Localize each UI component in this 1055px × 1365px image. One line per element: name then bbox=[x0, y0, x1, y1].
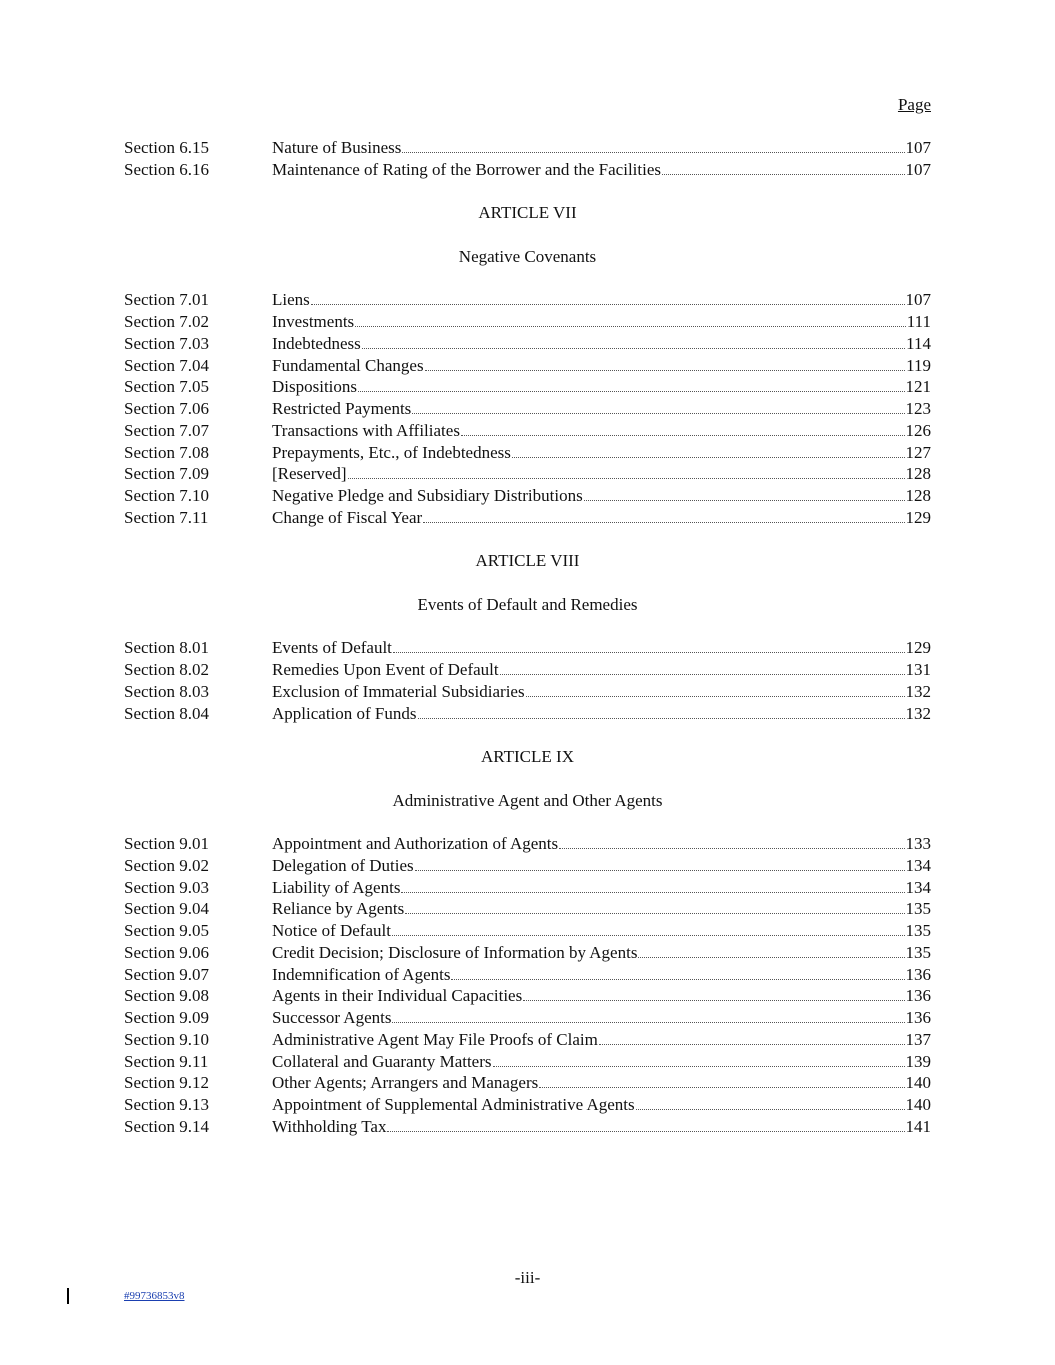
section-number: Section 8.03 bbox=[124, 681, 209, 701]
section-number: Section 9.13 bbox=[124, 1095, 209, 1114]
section-title: Negative Pledge and Subsidiary Distributions bbox=[272, 486, 583, 505]
section-title: Restricted Payments bbox=[272, 399, 412, 418]
section-title: Fundamental Changes bbox=[272, 355, 424, 375]
section-number: Section 7.07 bbox=[124, 420, 209, 440]
section-title: Maintenance of Rating of the Borrower and the Facilities bbox=[272, 159, 661, 179]
toc-entry[interactable] bbox=[124, 442, 931, 464]
page-number: 134 bbox=[905, 855, 931, 875]
section-title: Appointment and Authorization of Agents bbox=[272, 834, 559, 853]
section-title: Successor Agents bbox=[272, 1008, 392, 1027]
dot-leader bbox=[425, 357, 906, 371]
toc-entry[interactable] bbox=[124, 681, 931, 703]
table-of-contents bbox=[124, 137, 931, 1138]
toc-entry[interactable] bbox=[124, 463, 931, 485]
section-title: Appointment of Supplemental Administrative Agents bbox=[272, 1095, 635, 1114]
section-title: [Reserved] bbox=[272, 464, 347, 484]
section-number: Section 7.05 bbox=[124, 377, 209, 397]
dot-leader bbox=[451, 966, 904, 980]
toc-entry[interactable] bbox=[124, 507, 931, 529]
section-number: Section 7.02 bbox=[124, 312, 209, 331]
section-number: Section 9.03 bbox=[124, 877, 209, 897]
section-title: Investments bbox=[272, 312, 355, 331]
section-number: Section 9.05 bbox=[124, 921, 209, 940]
article-subtitle: Administrative Agent and Other Agents bbox=[392, 790, 663, 810]
dot-leader bbox=[355, 313, 906, 327]
toc-entry[interactable] bbox=[124, 376, 931, 398]
page-column-label: Page bbox=[897, 95, 931, 114]
toc-entry[interactable] bbox=[124, 333, 931, 355]
section-number: Section 9.14 bbox=[124, 1116, 209, 1136]
section-title: Exclusion of Immaterial Subsidiaries bbox=[272, 681, 525, 701]
section-title: Reliance by Agents bbox=[272, 899, 405, 919]
document-id-link[interactable]: #99736853v8 bbox=[124, 1290, 185, 1302]
section-number: Section 7.01 bbox=[124, 290, 209, 310]
section-number: Section 7.08 bbox=[124, 442, 209, 462]
section-number: Section 9.02 bbox=[124, 855, 209, 875]
page-number: 135 bbox=[905, 921, 931, 940]
section-title: Indebtedness bbox=[272, 333, 361, 353]
toc-entry[interactable] bbox=[124, 985, 931, 1007]
page-number: 133 bbox=[905, 834, 931, 853]
section-number: Section 9.11 bbox=[124, 1051, 209, 1071]
section-number: Section 9.01 bbox=[124, 834, 209, 853]
section-title: Liability of Agents bbox=[272, 877, 401, 897]
dot-leader bbox=[392, 922, 905, 936]
toc-entry[interactable] bbox=[124, 659, 931, 681]
dot-leader bbox=[493, 1053, 905, 1067]
page-number: 128 bbox=[905, 464, 931, 484]
section-number: Section 9.10 bbox=[124, 1029, 209, 1049]
dot-leader bbox=[311, 291, 905, 305]
toc-entry[interactable] bbox=[124, 833, 931, 855]
section-number: Section 7.04 bbox=[124, 355, 209, 375]
section-title: Transactions with Affiliates bbox=[272, 420, 460, 440]
section-title: Liens bbox=[272, 290, 310, 310]
page-number: 141 bbox=[905, 1116, 931, 1136]
toc-entry[interactable] bbox=[124, 877, 931, 899]
section-number: Section 8.01 bbox=[124, 638, 209, 658]
page-number: 127 bbox=[905, 442, 931, 462]
section-number: Section 6.16 bbox=[124, 159, 209, 179]
dot-leader bbox=[523, 987, 904, 1001]
dot-leader bbox=[392, 1009, 904, 1023]
revision-bar bbox=[67, 1288, 69, 1304]
toc-entry[interactable] bbox=[124, 1094, 931, 1116]
dot-leader bbox=[636, 1096, 905, 1110]
page-number: 107 bbox=[905, 159, 931, 179]
section-number: Section 9.06 bbox=[124, 942, 209, 962]
toc-entry[interactable] bbox=[124, 311, 931, 333]
dot-leader bbox=[539, 1074, 904, 1088]
toc-entry[interactable] bbox=[124, 1072, 931, 1094]
section-number: Section 7.11 bbox=[124, 507, 209, 527]
section-number: Section 7.06 bbox=[124, 399, 209, 418]
page-number: 137 bbox=[905, 1029, 931, 1049]
section-number: Section 6.15 bbox=[124, 138, 209, 157]
section-number: Section 9.04 bbox=[124, 899, 209, 919]
dot-leader bbox=[599, 1031, 905, 1045]
article-subtitle: Negative Covenants bbox=[458, 246, 597, 266]
section-title: Application of Funds bbox=[272, 703, 417, 723]
page-number: 107 bbox=[905, 138, 931, 157]
toc-entry[interactable] bbox=[124, 855, 931, 877]
page-number: 111 bbox=[906, 312, 931, 331]
dot-leader bbox=[358, 378, 904, 392]
dot-leader bbox=[415, 857, 905, 871]
section-title: Administrative Agent May File Proofs of Claim bbox=[272, 1029, 598, 1049]
dot-leader bbox=[405, 900, 904, 914]
section-title: Collateral and Guaranty Matters bbox=[272, 1051, 492, 1071]
section-number: Section 9.09 bbox=[124, 1008, 209, 1027]
section-number: Section 7.10 bbox=[124, 486, 209, 505]
section-title: Credit Decision; Disclosure of Information by Agents bbox=[272, 942, 638, 962]
toc-entry[interactable] bbox=[124, 355, 931, 377]
page-number: 123 bbox=[905, 399, 931, 418]
page-number: 134 bbox=[905, 877, 931, 897]
article-heading: ARTICLE VII bbox=[478, 203, 577, 223]
dot-leader bbox=[402, 139, 904, 153]
page-number: 136 bbox=[905, 1008, 931, 1027]
page-number: 136 bbox=[905, 964, 931, 984]
page-number: 107 bbox=[905, 290, 931, 310]
dot-leader bbox=[423, 509, 904, 523]
section-title: Delegation of Duties bbox=[272, 855, 414, 875]
section-title: Notice of Default bbox=[272, 921, 391, 940]
section-number: Section 8.04 bbox=[124, 703, 209, 723]
section-title: Agents in their Individual Capacities bbox=[272, 986, 523, 1006]
dot-leader bbox=[526, 683, 905, 697]
dot-leader bbox=[559, 835, 904, 849]
section-number: Section 7.03 bbox=[124, 333, 209, 353]
dot-leader bbox=[393, 639, 905, 653]
section-number: Section 9.12 bbox=[124, 1073, 209, 1093]
dot-leader bbox=[662, 161, 905, 175]
toc-entry[interactable] bbox=[124, 1051, 931, 1073]
toc-entry[interactable] bbox=[124, 420, 931, 442]
article-subtitle: Events of Default and Remedies bbox=[417, 594, 638, 614]
toc-entry[interactable] bbox=[124, 1007, 931, 1029]
page-number: 121 bbox=[905, 377, 931, 397]
dot-leader bbox=[512, 444, 905, 458]
dot-leader bbox=[418, 705, 905, 719]
section-number: Section 9.08 bbox=[124, 986, 209, 1006]
dot-leader bbox=[584, 487, 905, 501]
page-number: 140 bbox=[905, 1095, 931, 1114]
dot-leader bbox=[362, 335, 905, 349]
dot-leader bbox=[500, 661, 905, 675]
dot-leader bbox=[348, 465, 905, 479]
section-title: Indemnification of Agents bbox=[272, 964, 451, 984]
toc-entry[interactable] bbox=[124, 289, 931, 311]
section-number: Section 9.07 bbox=[124, 964, 209, 984]
article-heading: ARTICLE VIII bbox=[475, 551, 580, 571]
dot-leader bbox=[401, 879, 904, 893]
page-number: 136 bbox=[905, 986, 931, 1006]
section-title: Dispositions bbox=[272, 377, 358, 397]
toc-entry[interactable] bbox=[124, 398, 931, 420]
section-title: Nature of Business bbox=[272, 138, 402, 157]
toc-entry[interactable] bbox=[124, 1116, 931, 1138]
section-title: Withholding Tax bbox=[272, 1116, 387, 1136]
toc-entry[interactable] bbox=[124, 137, 931, 159]
page-number: 140 bbox=[905, 1073, 931, 1093]
page-number: 128 bbox=[905, 486, 931, 505]
toc-entry[interactable] bbox=[124, 703, 931, 725]
dot-leader bbox=[412, 400, 904, 414]
footer-page-number: -iii- bbox=[514, 1268, 541, 1287]
page-number: 129 bbox=[905, 638, 931, 658]
toc-entry[interactable] bbox=[124, 898, 931, 920]
dot-leader bbox=[461, 422, 905, 436]
section-title: Prepayments, Etc., of Indebtedness bbox=[272, 442, 511, 462]
page-number: 135 bbox=[905, 942, 931, 962]
dot-leader bbox=[638, 944, 904, 958]
section-title: Events of Default bbox=[272, 638, 392, 658]
page-number: 139 bbox=[905, 1051, 931, 1071]
page-number: 126 bbox=[905, 420, 931, 440]
section-title: Other Agents; Arrangers and Managers bbox=[272, 1073, 539, 1093]
article-heading: ARTICLE IX bbox=[481, 747, 574, 766]
page-number: 135 bbox=[905, 899, 931, 919]
toc-entry[interactable] bbox=[124, 485, 931, 507]
page-number: 132 bbox=[905, 681, 931, 701]
toc-entry[interactable] bbox=[124, 637, 931, 659]
toc-entry[interactable] bbox=[124, 159, 931, 181]
page-number: 132 bbox=[905, 703, 931, 723]
section-number: Section 7.09 bbox=[124, 464, 209, 484]
page-number: 114 bbox=[906, 333, 931, 353]
page-number: 119 bbox=[906, 355, 931, 375]
section-title: Remedies Upon Event of Default bbox=[272, 660, 499, 679]
toc-entry[interactable] bbox=[124, 1029, 931, 1051]
toc-entry[interactable] bbox=[124, 920, 931, 942]
page-number: 131 bbox=[905, 660, 931, 679]
toc-entry[interactable] bbox=[124, 942, 931, 964]
dot-leader bbox=[387, 1118, 904, 1132]
section-title: Change of Fiscal Year bbox=[272, 507, 423, 527]
page-number: 129 bbox=[905, 507, 931, 527]
section-number: Section 8.02 bbox=[124, 660, 209, 679]
toc-entry[interactable] bbox=[124, 964, 931, 986]
